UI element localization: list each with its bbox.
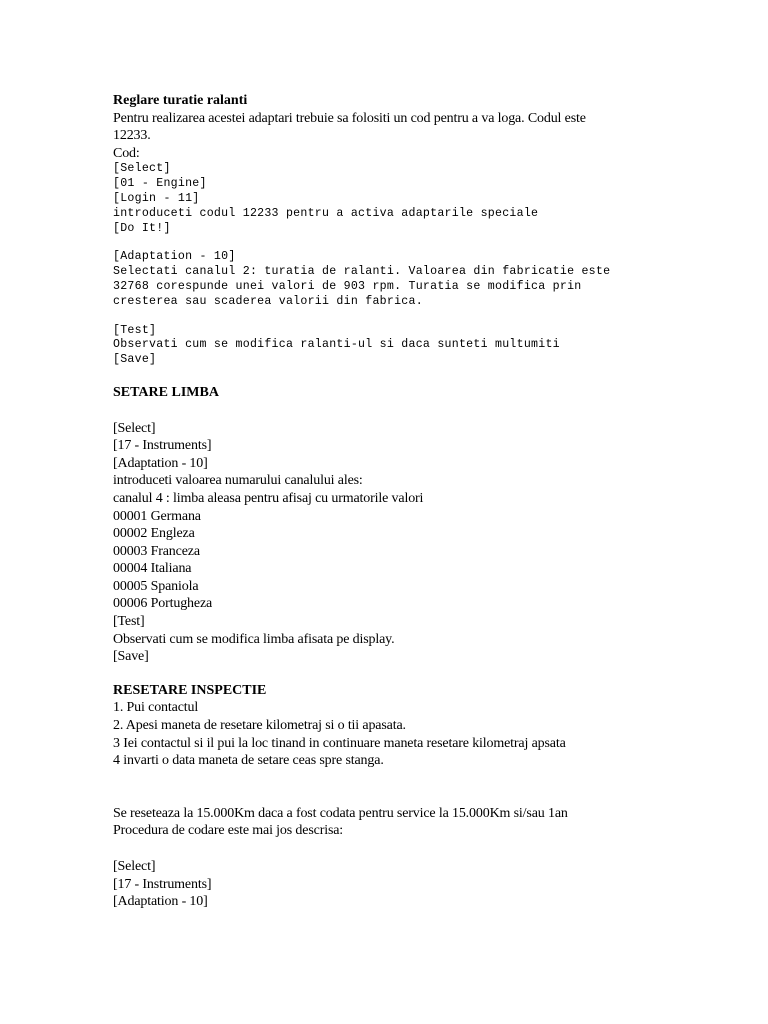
text-line: Procedura de codare este mai jos descrisa: xyxy=(113,823,344,839)
section-inspection-reset xyxy=(113,682,673,911)
text-line: Se reseteaza la 15.000Km daca a fost codata pentru service la 15.000Km si/sau 1an xyxy=(113,805,568,821)
code-line: Selectati canalul 2: turatia de ralanti. Valoarea din fabricatie este xyxy=(113,265,611,279)
text-line: [17 - Instruments] xyxy=(113,438,212,454)
spacer xyxy=(113,368,673,384)
code-line: introduceti codul 12233 pentru a activa adaptarile speciale xyxy=(113,206,539,220)
spacer xyxy=(113,666,673,682)
section-language xyxy=(113,384,673,666)
language-option: 00001 Germana xyxy=(113,508,201,524)
text-line: introduceti valoarea numarului canalului ales: xyxy=(113,473,363,489)
spacer xyxy=(113,310,673,324)
code-line: [Do It!] xyxy=(113,221,171,235)
text-line: [Test] xyxy=(113,614,145,630)
spacer xyxy=(113,402,673,420)
text-line: [Adaptation - 10] xyxy=(113,455,208,471)
step-line: 3 Iei contactul si il pui la loc tinand in continuare maneta resetare kilometraj apsata xyxy=(113,735,566,751)
section-title: RESETARE INSPECTIE xyxy=(113,682,267,698)
text-line: [Select] xyxy=(113,420,156,436)
section-title: SETARE LIMBA xyxy=(113,384,219,400)
code-label: Cod: xyxy=(113,145,140,161)
code-line: [Test] xyxy=(113,323,157,337)
spacer xyxy=(113,840,673,858)
text-line: 12233. xyxy=(113,128,151,144)
code-block xyxy=(113,324,673,368)
code-line: [01 - Engine] xyxy=(113,177,207,191)
text-line: Pentru realizarea acestei adaptari trebuie sa folositi un cod pentru a va loga. Codul este xyxy=(113,110,586,126)
code-line: 32768 corespunde unei valori de 903 rpm. Turatia se modifica prin xyxy=(113,279,582,293)
text-line: [Adaptation - 10] xyxy=(113,894,208,910)
text-line: Observati cum se modifica limba afisata pe display. xyxy=(113,631,395,647)
document-page xyxy=(113,92,673,911)
code-line: [Adaptation - 10] xyxy=(113,250,236,264)
step-line: 1. Pui contactul xyxy=(113,700,199,716)
section-idle-speed xyxy=(113,92,673,368)
spacer xyxy=(113,236,673,250)
spacer xyxy=(113,770,673,805)
language-option: 00004 Italiana xyxy=(113,561,192,577)
step-line: 2. Apesi maneta de resetare kilometraj si o tii apasata. xyxy=(113,718,406,734)
text-line: [Select] xyxy=(113,859,156,874)
text-line: [17 - Instruments] xyxy=(113,876,212,892)
text-line: canalul 4 : limba aleasa pentru afisaj cu urmatorile valori xyxy=(113,490,424,506)
code-line: cresterea sau scaderea valorii din fabrica. xyxy=(113,294,423,308)
section-title: Reglare turatie ralanti xyxy=(113,93,248,108)
language-option: 00002 Engleza xyxy=(113,526,195,542)
language-option: 00006 Portugheza xyxy=(113,596,213,612)
code-line: Observati cum se modifica ralanti-ul si daca sunteti multumiti xyxy=(113,338,560,352)
step-line: 4 invarti o data maneta de setare ceas spre stanga. xyxy=(113,753,384,769)
code-line: [Save] xyxy=(113,353,157,367)
language-option: 00003 Franceza xyxy=(113,543,200,559)
text-line: [Save] xyxy=(113,649,149,665)
code-block xyxy=(113,162,673,236)
code-line: [Select] xyxy=(113,162,171,176)
language-option: 00005 Spaniola xyxy=(113,578,199,594)
code-line: [Login - 11] xyxy=(113,191,200,205)
code-block xyxy=(113,250,673,309)
